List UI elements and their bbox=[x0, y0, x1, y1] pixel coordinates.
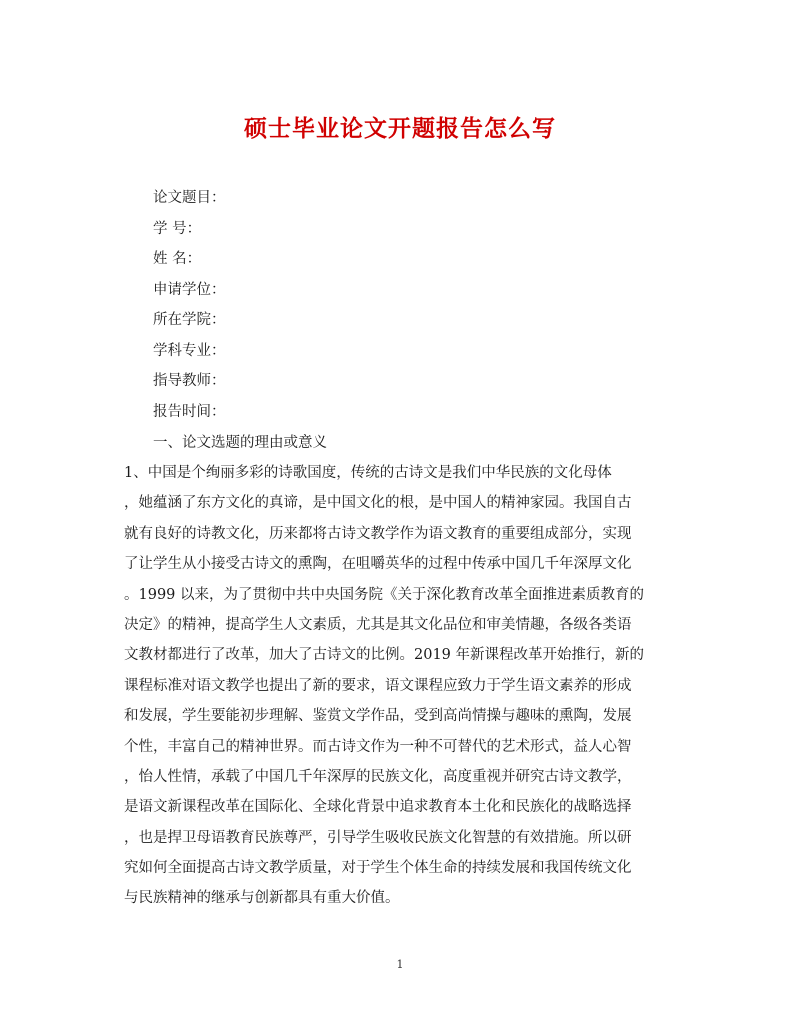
paragraph-line: 文教材都进行了改革，加大了古诗文的比例。2019 年新课程改革开始推行，新的 bbox=[124, 647, 645, 664]
paragraph-line: 决定》的精神，提高学生人文素质，尤其是其文化品位和审美情趣，各级各类语 bbox=[124, 616, 632, 633]
paragraph-line: ，她蕴涵了东方文化的真谛，是中国文化的根，是中国人的精神家园。我国自古 bbox=[124, 495, 632, 512]
paragraph-line: 就有良好的诗教文化，历来都将古诗文教学作为语文教育的重要组成部分，实现 bbox=[124, 525, 632, 542]
field-major: 学科专业： bbox=[153, 342, 226, 359]
section-heading: 一、论文选题的理由或意义 bbox=[153, 435, 327, 451]
paragraph-line: 是语文新课程改革在国际化、全球化背景中追求教育本土化和民族化的战略选择 bbox=[124, 799, 632, 816]
paragraph-line: 1、中国是个绚丽多彩的诗歌国度，传统的古诗文是我们中华民族的文化母体 bbox=[124, 465, 612, 481]
page-number: 1 bbox=[396, 958, 404, 971]
paragraph-line: ，也是捍卫母语教育民族尊严，引导学生吸收民族文化智慧的有效措施。所以研 bbox=[124, 829, 632, 846]
field-report-time: 报告时间： bbox=[153, 403, 226, 420]
field-college: 所在学院： bbox=[153, 312, 226, 328]
paragraph-line: 与民族精神的继承与创新都具有重大价值。 bbox=[124, 890, 400, 907]
document-title: 硕士毕业论文开题报告怎么写 bbox=[244, 115, 556, 142]
paragraph-line: 。1999 以来，为了贯彻中共中央国务院《关于深化教育改革全面推进素质教育的 bbox=[124, 586, 645, 603]
paragraph-line: 究如何全面提高古诗文教学质量，对于学生个体生命的持续发展和我国传统文化 bbox=[124, 860, 632, 877]
paragraph-line: 和发展，学生要能初步理解、鉴赏文学作品，受到高尚情操与趣味的熏陶，发展 bbox=[124, 708, 632, 725]
field-degree: 申请学位： bbox=[153, 281, 226, 298]
paragraph-line: ，怡人性情，承载了中国几千年深厚的民族文化，高度重视并研究古诗文教学， bbox=[124, 768, 632, 785]
field-name: 姓 名： bbox=[153, 251, 202, 267]
paragraph-line: 了让学生从小接受古诗文的熏陶，在咀嚼英华的过程中传承中国几千年深厚文化 bbox=[124, 556, 632, 573]
info-fields bbox=[153, 183, 226, 427]
field-advisor: 指导教师： bbox=[153, 373, 226, 389]
paragraph-line: 个性，丰富自己的精神世界。而古诗文作为一种不可替代的艺术形式，益人心智 bbox=[124, 738, 632, 755]
body-paragraph bbox=[124, 458, 686, 914]
paragraph-line: 课程标准对语文教学也提出了新的要求，语文课程应致力于学生语文素养的形成 bbox=[124, 677, 632, 694]
field-student-id: 学 号： bbox=[153, 220, 202, 237]
field-thesis-title: 论文题目： bbox=[153, 190, 226, 206]
